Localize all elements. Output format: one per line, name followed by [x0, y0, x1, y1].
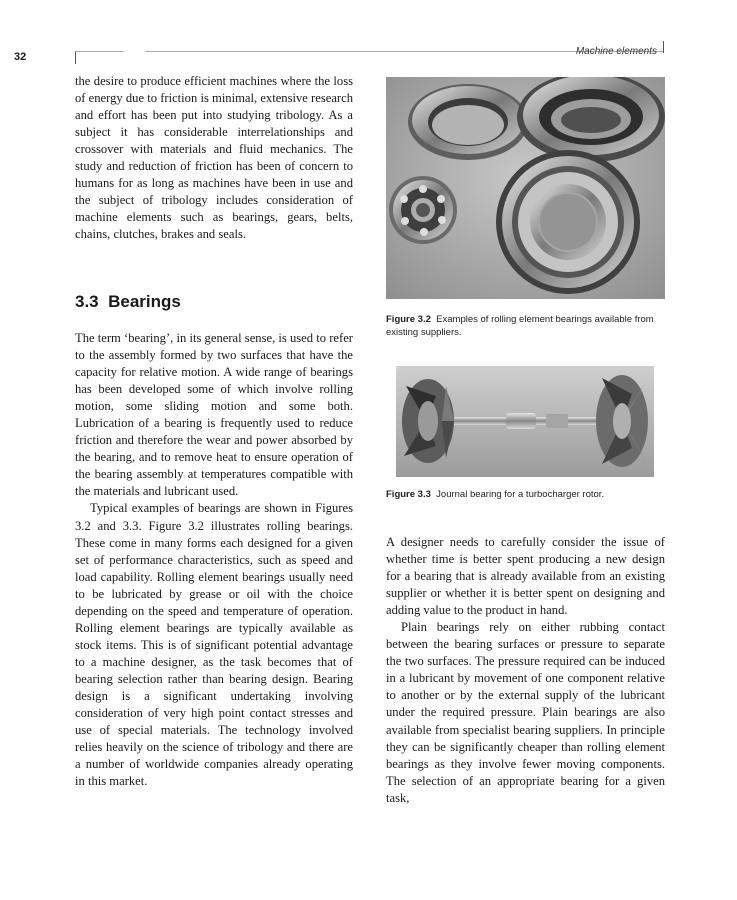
figure-caption-text: Examples of rolling element bearings available from existing suppliers.	[386, 314, 654, 338]
compressor-wheel	[596, 375, 648, 467]
figure-3-2-caption	[386, 314, 668, 339]
tapered-roller-cup	[408, 84, 528, 160]
body-paragraph: Typical examples of bearings are shown in Figures 3.2 and 3.3. Figure 3.2 illustrates rolling bearings. These come in many forms each designed for a given set of performance characteristics, such as speed and load capability. Rolling element bearings usually need to be lubricated by grease or oil with the choice depending on the speed and temperature of operation. Rolling element bearings are typically available as stock items. This is of significant potential advantage to a machine designer, as the task becomes that of bearing selection rather than bearing design. Bearing design is a significant undertaking involving consideration of very high point contact stresses and use of special materials. The technology involved relies heavily on the science of tribology and there are a number of worldwide companies already operating in this market.	[75, 501, 353, 789]
figure-3-3-caption	[386, 489, 668, 502]
figure-caption-text: Journal bearing for a turbocharger rotor.	[436, 489, 605, 500]
intro-paragraph: the desire to produce efficient machines where the loss of energy due to friction is minimal, extensive research and effort has been put into studying tribology. As a subject it has considerable interrelationships and crossover with materials and fluid mechanics. The study and reduction of friction has been of concern to humans for as long as machines have been in use and the subject of tribology includes consideration of machine elements such as bearings, gears, belts, chains, clutches, brakes and seals.	[75, 74, 353, 242]
journal-bearing	[506, 413, 536, 429]
page-number: 32	[14, 51, 27, 63]
body-paragraph: Plain bearings rely on either rubbing contact between the bearing surfaces or pressure to separate the two surfaces. The pressure required can be induced in a lubricant by movement of one component relative to another or by the external supply of the lubricant under the required pressure. Plain bearings are also available from specialist bearing suppliers. In principle they can be significantly cheaper than rolling element bearings as they involve fewer moving components. The selection of an appropriate bearing for a given task,	[386, 620, 665, 805]
running-head: Machine elements	[575, 46, 657, 57]
section-number: 3.3	[75, 292, 99, 311]
figure-3-3-turbocharger-rotor-photo	[396, 366, 654, 477]
header-right-bracket	[575, 41, 664, 57]
body-paragraph: A designer needs to carefully consider the issue of whether time is better spent producing a new design for a bearing that is already available from an existing supplier or whether it is better spent on designing and adding value to the product in hand.	[386, 535, 665, 618]
section-title: Bearings	[108, 292, 181, 311]
ball-bearing	[389, 176, 457, 244]
intro-paragraph-block	[75, 73, 353, 243]
figure-label: Figure 3.2	[386, 314, 431, 325]
header-left-bracket	[75, 51, 124, 64]
body-paragraph: The term ‘bearing’, in its general sense, is used to refer to the assembly formed by two surfaces that have the capacity for relative motion. A wide range of bearings has been developed some of which involve rolling motion, some sliding motion and some both. Lubrication of a bearing is frequently used to reduce friction and therefore the wear and power absorbed by the bearing, and to remove heat to ensure operation of the bearing assembly at temperatures compatible with the materials and lubricant used.	[75, 331, 353, 499]
turbine-wheel	[402, 379, 454, 463]
cylindrical-roller-bearing	[496, 150, 640, 294]
section-heading	[75, 292, 181, 312]
figure-3-2-rolling-bearings-photo	[386, 77, 665, 299]
figure-label: Figure 3.3	[386, 489, 431, 500]
bearings-text	[75, 330, 353, 790]
right-column-text	[386, 534, 665, 807]
